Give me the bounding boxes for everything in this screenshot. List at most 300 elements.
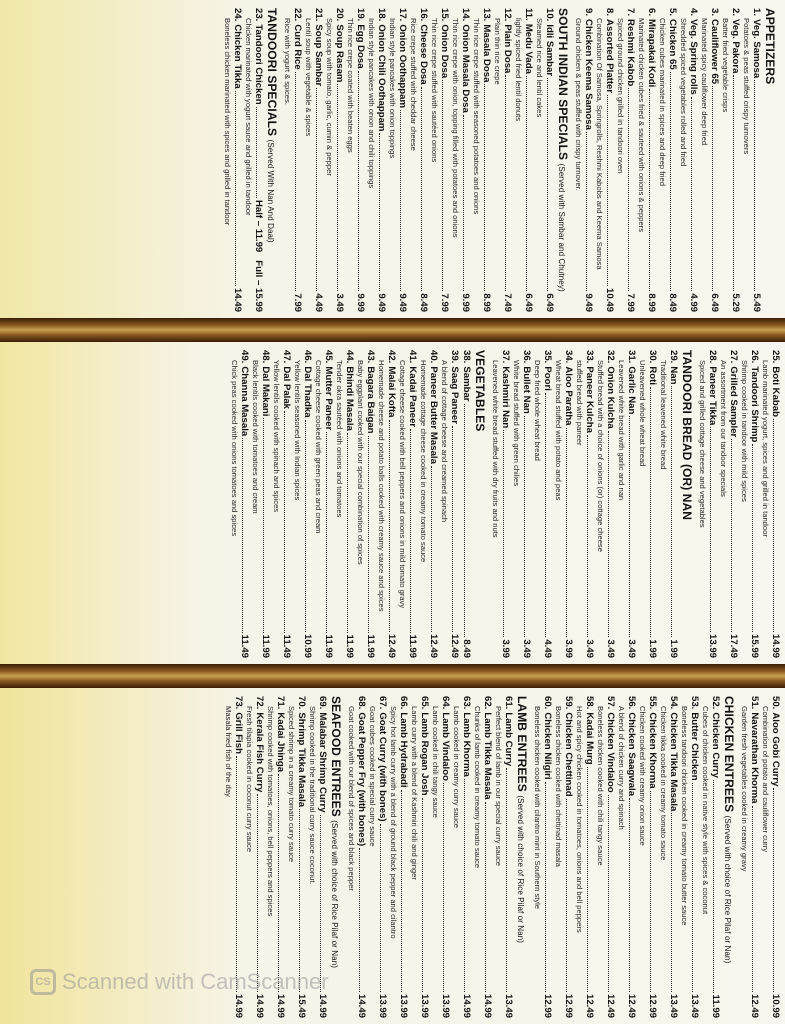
item-number: 49.	[239, 350, 250, 364]
item-description: Thin rice crepe stuffed with sautéed onions	[430, 18, 439, 163]
dot-leader	[628, 88, 629, 291]
menu-item	[514, 8, 534, 312]
item-description: Shrimp cooked in tandoor with mild spices	[740, 360, 749, 502]
item-price: 14.99	[461, 993, 472, 1018]
item-name: Aloo Paratha	[563, 366, 574, 426]
item-price: 12.49	[605, 993, 616, 1018]
dot-leader	[484, 84, 485, 291]
item-description: Shrimp cooked in the traditional curry sauce coconut.	[308, 706, 317, 885]
section-heading	[329, 696, 343, 1018]
menu-item-line	[584, 350, 595, 658]
item-number: 1.	[751, 8, 762, 17]
item-name: Cheese Dosa	[418, 24, 429, 85]
dot-leader	[526, 76, 527, 291]
menu-item-line	[323, 350, 334, 658]
item-number: 69.	[317, 696, 328, 710]
menu-item-line	[376, 8, 387, 312]
item-price: 3.99	[563, 639, 574, 658]
menu-item	[658, 8, 678, 312]
item-description: Tender okra sautéed with onions and tomatoes	[335, 360, 344, 518]
dot-leader	[284, 411, 285, 633]
item-number: 68.	[356, 696, 367, 710]
item-name: Kadai Paneer	[407, 366, 418, 428]
item-number: 7.	[625, 8, 636, 17]
item-number: 10.	[544, 8, 555, 22]
item-price: 3.49	[626, 639, 637, 658]
section-heading	[265, 8, 279, 312]
item-description: Lamb curry with a blend of Kashmiri chili and ginger	[410, 706, 419, 880]
menu-item	[575, 696, 595, 1018]
item-description: Black lentils cooked with tomatoes and cream	[251, 360, 260, 514]
menu-item	[314, 350, 334, 658]
item-name: Medu Vada	[523, 23, 534, 74]
dot-leader	[607, 95, 608, 286]
dot-leader	[733, 75, 734, 291]
item-price: 15.99	[749, 633, 760, 658]
item-description: Boneless chicken cooked with cilantro mint in Southern style	[533, 706, 542, 910]
item-price: 8.49	[461, 639, 472, 658]
menu-item-line	[749, 696, 760, 1018]
section-heading	[763, 8, 777, 312]
menu-item	[535, 8, 555, 312]
item-description: Lentil soup with vegetable & spices	[304, 18, 313, 137]
item-name: Lamb Vindaloo	[440, 712, 451, 781]
item-description: Spiced and grilled cottage cheese and vegetables	[698, 360, 707, 528]
menu-item	[596, 350, 616, 658]
item-number: 8.	[604, 8, 615, 17]
item-price-full: Full – 15.99	[253, 260, 264, 312]
item-name: Tandoori Shrimp	[749, 366, 760, 443]
dot-leader	[773, 419, 774, 632]
dot-leader	[691, 97, 692, 292]
menu-item	[461, 350, 472, 658]
item-description: Thin rice crepe with onion, topping filled with potatoes and onions	[451, 18, 460, 238]
item-number: 44.	[344, 350, 355, 364]
dot-leader	[671, 813, 672, 992]
menu-item-line	[233, 696, 244, 1018]
menu-item-line	[728, 350, 739, 658]
section-note: (Served with choice of Rice Pilaf or Nan)	[330, 820, 339, 969]
item-name: Aloo Gobi Curry	[770, 712, 781, 787]
section-title: CHICKEN ENTREES	[722, 696, 736, 813]
item-description: Cottage cheese cooked with bell peppers and onions in mild tomato gravy	[398, 360, 407, 609]
item-description: Boneless chicken cooked with chili tangy sauce	[596, 706, 605, 866]
menu-item-line	[397, 8, 408, 312]
item-description: Chunks of lamb cooked in creamy tomato sauce	[473, 706, 482, 869]
item-name: Paneer Tikka	[707, 366, 718, 426]
menu-item-line	[407, 350, 418, 658]
menu-item	[617, 696, 637, 1018]
item-description: White bread stuffed with green chilies	[512, 360, 521, 487]
menu-item-line	[668, 350, 679, 658]
item-price: 14.99	[254, 993, 265, 1018]
menu-item	[419, 350, 439, 658]
dot-leader	[305, 420, 306, 632]
item-price: 1.99	[647, 639, 658, 658]
item-description: Chicken cubes marinated in spices and deep fried	[658, 18, 667, 187]
menu-item	[388, 8, 408, 312]
item-name: Lamb Curry	[503, 712, 514, 767]
item-price: 9.99	[460, 293, 471, 312]
menu-item-line	[646, 8, 657, 312]
item-price: 4.99	[688, 293, 699, 312]
menu-item	[742, 8, 762, 312]
menu-item-line	[313, 8, 324, 312]
item-description: Perfect blend of lamb in our special curry sauce	[494, 706, 503, 866]
item-number: 46.	[302, 350, 313, 364]
item-description: Marinated spicy cauliflower deep fried	[700, 18, 709, 146]
menu-item-line	[281, 350, 292, 658]
item-number: 67.	[377, 696, 388, 710]
item-description: Shredded spiced vegetables rolled and fried	[679, 18, 688, 167]
menu-item-line	[647, 696, 658, 1018]
menu-item-line	[355, 8, 366, 312]
item-price: 14.99	[770, 633, 781, 658]
item-price: 4.49	[313, 293, 324, 312]
menu-item-line	[292, 8, 303, 312]
item-number: 30.	[647, 350, 658, 364]
item-number: 73.	[233, 696, 244, 710]
item-number: 36.	[521, 350, 532, 364]
item-description: Rice with yogurt & spices.	[283, 18, 292, 105]
item-name: Idli Sambar	[544, 24, 555, 77]
section-heading	[473, 350, 487, 658]
page-fold	[0, 318, 785, 342]
item-number: 47.	[281, 350, 292, 364]
menu-item-line	[626, 696, 637, 1018]
menu-item-line	[707, 350, 718, 658]
item-description: Steamed rice and lentil cakes	[535, 18, 544, 118]
menu-item	[679, 8, 699, 312]
item-description: Goat cooked with our blend of spices and black pepper	[347, 706, 356, 891]
menu-item-line	[500, 350, 511, 658]
item-name: Kashmiri Nan	[500, 366, 511, 429]
menu-item-line	[770, 696, 781, 1018]
dot-leader	[608, 431, 609, 638]
item-price: 17.49	[728, 633, 739, 658]
menu-item-line	[449, 350, 460, 658]
menu-item	[389, 696, 409, 1018]
dot-leader	[710, 427, 711, 632]
item-price: 5.29	[730, 293, 741, 312]
menu-item	[325, 8, 345, 312]
item-number: 23.	[253, 8, 264, 22]
menu-item	[440, 350, 460, 658]
dot-leader	[464, 404, 465, 638]
dot-leader	[731, 439, 732, 632]
menu-item-line	[334, 8, 345, 312]
item-description: Boneless chicken cooked with chettinad masala	[554, 706, 563, 867]
item-price: 13.49	[689, 993, 700, 1018]
menu-item	[659, 696, 679, 1018]
menu-item	[554, 696, 574, 1018]
menu-item	[701, 696, 721, 1018]
item-number: 66.	[398, 696, 409, 710]
menu-panel-middle	[0, 342, 785, 664]
item-price: 14.99	[233, 993, 244, 1018]
item-price: 12.99	[647, 993, 658, 1018]
item-price: 11.99	[344, 634, 355, 658]
menu-item	[575, 350, 595, 658]
item-price: 11.49	[239, 634, 250, 658]
item-number: 25.	[770, 350, 781, 364]
item-price: 8.49	[418, 293, 429, 312]
item-price: 8.99	[481, 293, 492, 312]
menu-item-line	[440, 696, 451, 1018]
item-name: Grill Fish	[233, 712, 244, 754]
item-number: 16.	[418, 8, 429, 22]
item-price: 10.49	[604, 287, 615, 312]
dot-leader	[773, 788, 774, 992]
item-name: Curd Rice	[292, 24, 303, 70]
item-price: 9.49	[583, 293, 594, 312]
menu-item-line	[689, 696, 700, 1018]
menu-item	[287, 696, 307, 1018]
item-price: 13.99	[707, 633, 718, 658]
item-number: 24.	[232, 8, 243, 22]
item-description: An assortment from our tandoor specials	[719, 360, 728, 497]
section-note: (Served with Sambar and Chutney)	[557, 163, 566, 292]
menu-item-line	[439, 8, 450, 312]
dot-leader	[379, 133, 380, 291]
item-description: Marinated chicken cubes fried & sauteed with onions & peppers	[637, 18, 646, 233]
item-name: Navarathan Khorma	[749, 712, 760, 804]
item-description: Deep fried whole wheat bread	[533, 360, 542, 461]
dot-leader	[337, 84, 338, 291]
item-price: 14.99	[317, 993, 328, 1018]
item-number: 20.	[334, 8, 345, 22]
dot-leader	[586, 132, 587, 291]
menu-item	[533, 350, 553, 658]
item-name: Chicken Khorma	[647, 712, 658, 789]
menu-item-line	[482, 696, 493, 1018]
item-description: Combination Of Samosa, Springrolls, Reshmi Kabobs and Keema Samosa	[595, 18, 604, 270]
item-number: 38.	[461, 350, 472, 364]
menu-item-line	[709, 8, 720, 312]
item-price: 7.99	[292, 293, 303, 312]
item-number: 26.	[749, 350, 760, 364]
dot-leader	[401, 790, 402, 992]
item-price: 6.49	[709, 293, 720, 312]
item-name: Bullet Nan	[521, 366, 532, 414]
item-name: Onion Oothappam	[397, 24, 408, 109]
item-name: Reshmi Kabob	[625, 19, 636, 87]
item-name: Roti	[647, 366, 658, 385]
item-price: 1.99	[668, 639, 679, 658]
menu-item-line	[386, 350, 397, 658]
menu-item	[493, 8, 513, 312]
dot-leader	[752, 444, 753, 632]
item-description: Garden fresh vegetables cooked in creamy gravy	[740, 706, 749, 872]
item-price: 12.49	[386, 633, 397, 658]
item-description: Wheat bread stuffed with potato and peas	[554, 360, 563, 501]
item-number: 52.	[710, 696, 721, 710]
item-price: 12.99	[563, 993, 574, 1018]
menu-item	[272, 350, 292, 658]
item-number: 71.	[275, 696, 286, 710]
item-name: Boti Kabab	[770, 366, 781, 417]
item-price: Half – 11.99	[253, 199, 264, 253]
menu-item-line	[563, 696, 574, 1018]
item-number: 41.	[407, 350, 418, 364]
item-price: 10.99	[302, 633, 313, 658]
dot-leader	[400, 110, 401, 291]
item-name: Veg. Spring rolls	[688, 19, 699, 95]
menu-item-line	[418, 8, 429, 312]
menu-item-line	[365, 350, 376, 658]
menu-item-line	[398, 696, 409, 1018]
item-number: 27.	[728, 350, 739, 364]
dot-leader	[442, 80, 443, 291]
item-number: 72.	[254, 696, 265, 710]
item-description: Homemade cottage cheese cooked in creamy tomato sauce	[419, 360, 428, 563]
item-name: Saag Paneer	[449, 366, 460, 424]
menu-item-line	[710, 696, 721, 1018]
menu-item-line	[583, 8, 594, 312]
item-description: Chicken marinated with yogurt sauce and grilled in tandoor	[244, 18, 253, 216]
menu-item-line	[461, 696, 472, 1018]
menu-item	[251, 350, 271, 658]
item-name: Paneer Butter Masala	[428, 366, 439, 464]
item-name: Nan	[668, 366, 679, 385]
item-number: 43.	[365, 350, 376, 364]
item-description: Chicken cooked with creamy onion sauce	[638, 706, 647, 846]
item-number: 13.	[481, 8, 492, 22]
camscanner-logo-icon: CS	[30, 969, 56, 995]
dot-leader	[524, 416, 525, 638]
section-heading	[722, 696, 736, 1018]
item-price: 12.49	[584, 993, 595, 1018]
menu-item-line	[260, 350, 271, 658]
section-title: VEGETABLES	[473, 350, 487, 432]
menu-item-line	[605, 696, 616, 1018]
dot-leader	[649, 89, 650, 291]
item-description: Unleavened whole wheat bread	[638, 360, 647, 467]
item-number: 3.	[709, 8, 720, 17]
item-description: Fresh tilapia cooked in coconut curry sauce	[245, 706, 254, 853]
item-price: 6.49	[544, 293, 555, 312]
item-description: Leavened white bread stuffed with dry fruits and nuts	[491, 360, 500, 538]
item-description: Stuffed bread with a choice of onions (or) cottage cheese	[596, 360, 605, 552]
item-name: Chicken Tikka	[232, 24, 243, 89]
item-price: 9.49	[397, 293, 408, 312]
item-price: 13.99	[377, 993, 388, 1018]
item-name: Goat Curry (with bones)	[377, 712, 388, 822]
item-name: Lamb Rogan Josh	[419, 712, 430, 796]
menu-item-line	[503, 696, 514, 1018]
item-description: Indian style pancakes with onion and chili toppings	[367, 18, 376, 189]
item-price: 7.99	[439, 293, 450, 312]
item-description: Combination of potato and cauliflower curry	[761, 706, 770, 853]
item-name: Lamb Tikka Masala	[482, 712, 493, 800]
item-name: Mutter Paneer	[323, 366, 334, 431]
item-price: 9.49	[376, 293, 387, 312]
item-description: Lamb marinated yogurt, spices and grilled in tandoor	[761, 360, 770, 537]
item-number: 50.	[770, 696, 781, 710]
item-number: 21.	[313, 8, 324, 22]
menu-item	[740, 350, 760, 658]
section-title: TANDOORI SPECIALS	[265, 8, 279, 137]
menu-item	[283, 8, 303, 312]
menu-item	[409, 8, 429, 312]
menu-item	[335, 350, 355, 658]
menu-item-line	[502, 8, 513, 312]
menu-item-line	[481, 8, 492, 312]
menu-item-line	[667, 8, 678, 312]
item-number: 39.	[449, 350, 460, 364]
item-number: 12.	[502, 8, 513, 22]
menu-item	[638, 696, 658, 1018]
item-number: 17.	[397, 8, 408, 22]
item-description: Batter fried vegetable crisps	[721, 18, 730, 113]
dot-leader	[608, 795, 609, 992]
dot-leader	[368, 436, 369, 633]
item-price: 14.99	[482, 993, 493, 1018]
dot-leader	[299, 809, 300, 992]
dot-leader	[431, 466, 432, 632]
dot-leader	[316, 88, 317, 291]
menu-item	[719, 350, 739, 658]
dot-leader	[263, 418, 264, 632]
item-name: Sambar	[461, 366, 472, 402]
menu-item	[472, 8, 492, 312]
item-number: 48.	[260, 350, 271, 364]
dot-leader	[566, 799, 567, 992]
menu-item	[223, 8, 243, 312]
item-name: Bagara Baigan	[365, 366, 376, 434]
dot-leader	[671, 386, 672, 637]
menu-item-line	[544, 8, 555, 312]
item-name: Masala Dosa	[481, 24, 492, 83]
item-price: 7.99	[625, 293, 636, 312]
item-number: 40.	[428, 350, 439, 364]
dot-leader	[587, 767, 588, 992]
menu-item	[244, 8, 264, 312]
item-price: 5.49	[751, 293, 762, 312]
item-price: 3.99	[500, 639, 511, 658]
item-description: Baby eggplant cooked with our special combination of spices	[356, 360, 365, 565]
item-number: 42.	[386, 350, 397, 364]
menu-item	[293, 350, 313, 658]
item-price: 8.49	[667, 293, 678, 312]
dot-leader	[452, 426, 453, 632]
item-price: 12.49	[428, 633, 439, 658]
item-number: 62.	[482, 696, 493, 710]
item-name: Butter Chicken	[689, 712, 700, 781]
menu-item-line	[626, 350, 637, 658]
section-note: (Served With Nan And Daal)	[266, 139, 275, 243]
menu-item	[377, 350, 397, 658]
item-description: lightly spiced fried lentil donuts	[514, 18, 523, 121]
item-name: Tandoori Chicken	[253, 24, 264, 105]
item-name: Poori	[542, 366, 553, 391]
item-price: 11.99	[365, 634, 376, 658]
dot-leader	[380, 824, 381, 992]
item-description: Spicy soup with tomato, garlic, cumin & pepper	[325, 18, 334, 176]
dot-leader	[347, 433, 348, 633]
item-description: Spiced ground chicken grilled in tandoori oven	[616, 18, 625, 174]
menu-item-line	[688, 8, 699, 312]
item-description: Rice crepe stuffed with cheddar cheese	[409, 18, 418, 151]
menu-item	[595, 8, 615, 312]
item-description: Spicy hot lamb curry with a blend of ground black pepper and cilantro	[389, 706, 398, 939]
item-description: Lamb cooked in creamy curry sauce	[452, 706, 461, 828]
menu-item	[533, 696, 553, 1018]
item-number: 59.	[563, 696, 574, 710]
menu-item	[356, 350, 376, 658]
item-name: Chicken Nilgiri	[542, 712, 553, 780]
item-description: Yellow lentils seasoned with Indian spices	[293, 360, 302, 501]
